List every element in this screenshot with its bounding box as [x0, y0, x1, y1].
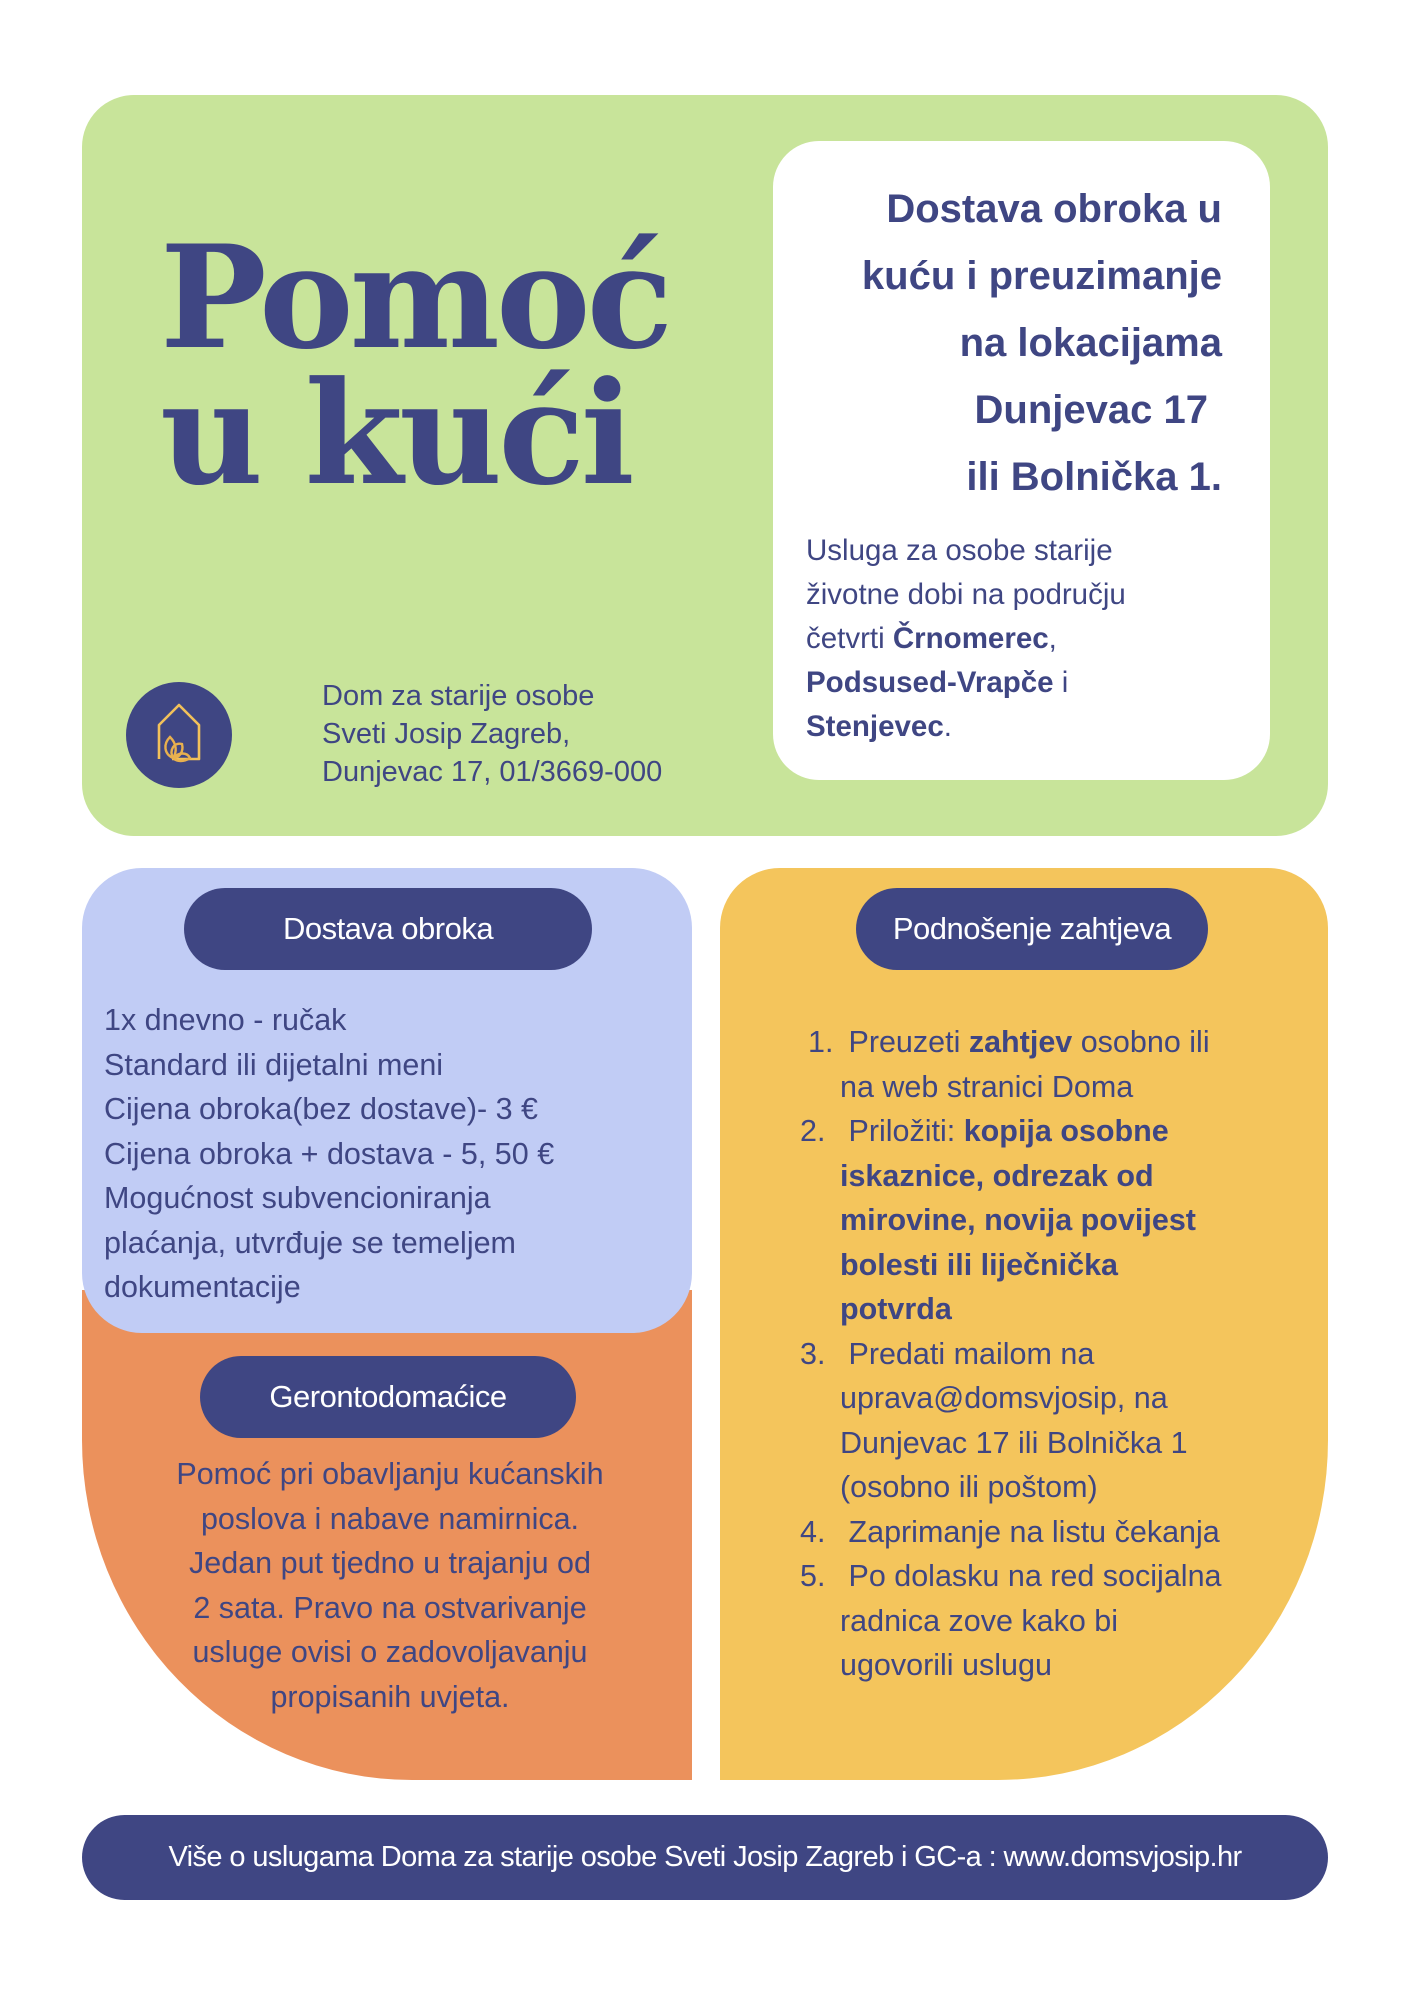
price-without-delivery: Cijena obroka(bez dostave)- 3 €	[104, 1092, 539, 1126]
price-with-delivery: Cijena obroka + dostava - 5, 50 €	[104, 1136, 555, 1171]
org-name-line-1: Dom za starije osobe	[322, 680, 595, 712]
heading-line: Dostava obroka u	[886, 187, 1222, 231]
house-with-leaves-icon	[126, 682, 232, 788]
description-line: propisanih uvjeta.	[270, 1679, 510, 1714]
step-2-cont: mirovine, novija povijest	[840, 1203, 1196, 1237]
application-steps	[800, 1020, 1222, 1688]
heading-line: kuću i preuzimanje	[861, 254, 1222, 298]
info-card-heading	[862, 176, 1222, 511]
district-crnomerec: Črnomerec	[892, 622, 1049, 655]
title-line-1: Pomoć	[160, 215, 670, 381]
description-line: 2 sata. Pravo na ostvarivanje	[193, 1590, 587, 1625]
meal-delivery-details	[104, 998, 554, 1310]
step-5-cont: radnica zove kako bi	[840, 1603, 1119, 1638]
application-heading: Podnošenje zahtjeva	[856, 888, 1208, 970]
body-line: Usluga za osobe starije	[806, 534, 1113, 567]
step-1: 1. Preuzeti zahtjev osobno ili	[808, 1025, 1210, 1059]
description-line: usluge ovisi o zadovoljavanju	[192, 1635, 588, 1669]
step-2: 2. Priložiti: kopija osobne	[800, 1114, 1169, 1148]
description-line: Jedan put tjedno u trajanju od	[189, 1546, 591, 1580]
org-address-phone: Dunjevac 17, 01/3669-000	[322, 756, 663, 788]
logo	[126, 682, 232, 788]
title-line-2: u kući	[160, 351, 631, 517]
housekeepers-description	[110, 1452, 670, 1719]
organization-info	[322, 677, 662, 791]
detail-line: plaćanja, utvrđuje se temeljem	[104, 1225, 516, 1260]
heading-line: na lokacijama	[959, 321, 1222, 365]
body-line: životne dobi na području	[806, 578, 1126, 611]
step-5: 5. Po dolasku na red socijalna	[800, 1559, 1222, 1593]
body-line: Stenjevec.	[806, 710, 952, 743]
org-name-line-2: Sveti Josip Zagreb,	[322, 718, 571, 750]
step-2-cont: iskaznice, odrezak od	[840, 1158, 1154, 1193]
step-3-cont: Dunjevac 17 ili Bolnička 1	[840, 1425, 1188, 1460]
step-5-cont: ugovorili uslugu	[840, 1648, 1052, 1682]
district-stenjevec: Stenjevec	[806, 710, 944, 743]
step-3: 3. Predati mailom na	[800, 1336, 1095, 1371]
detail-line: 1x dnevno - ručak	[104, 1003, 347, 1037]
page-title	[160, 215, 670, 517]
heading-line: ili Bolnička 1.	[966, 455, 1222, 499]
step-3-cont: (osobno ili poštom)	[840, 1470, 1098, 1504]
housekeepers-heading: Gerontodomaćice	[200, 1356, 576, 1438]
description-line: poslova i nabave namirnica.	[200, 1501, 580, 1536]
step-1-cont: na web stranici Doma	[840, 1069, 1134, 1104]
info-card	[773, 141, 1270, 780]
step-4: 4. Zaprimanje na listu čekanja	[800, 1514, 1220, 1549]
district-podsused-vrapce: Podsused-Vrapče	[806, 666, 1054, 699]
heading-line: Dunjevac 17	[974, 388, 1208, 432]
step-2-cont: potvrda	[840, 1292, 952, 1326]
body-line: Podsused-Vrapče i	[806, 666, 1069, 699]
footer-website-link[interactable]: Više o uslugama Doma za starije osobe Sveti Josip Zagreb i GC-a : www.domsvjosip.hr	[82, 1815, 1328, 1900]
body-line: četvrti Črnomerec,	[806, 622, 1057, 655]
meal-delivery-heading: Dostava obroka	[184, 888, 592, 970]
detail-line: Mogućnost subvencioniranja	[104, 1181, 491, 1215]
description-line: Pomoć pri obavljanju kućanskih	[176, 1457, 604, 1491]
info-card-body	[806, 529, 1126, 749]
detail-line: Standard ili dijetalni meni	[104, 1047, 444, 1082]
detail-line: dokumentacije	[104, 1270, 301, 1304]
step-2-cont: bolesti ili liječnička	[840, 1247, 1118, 1282]
step-3-email: uprava@domsvjosip, na	[840, 1381, 1168, 1415]
